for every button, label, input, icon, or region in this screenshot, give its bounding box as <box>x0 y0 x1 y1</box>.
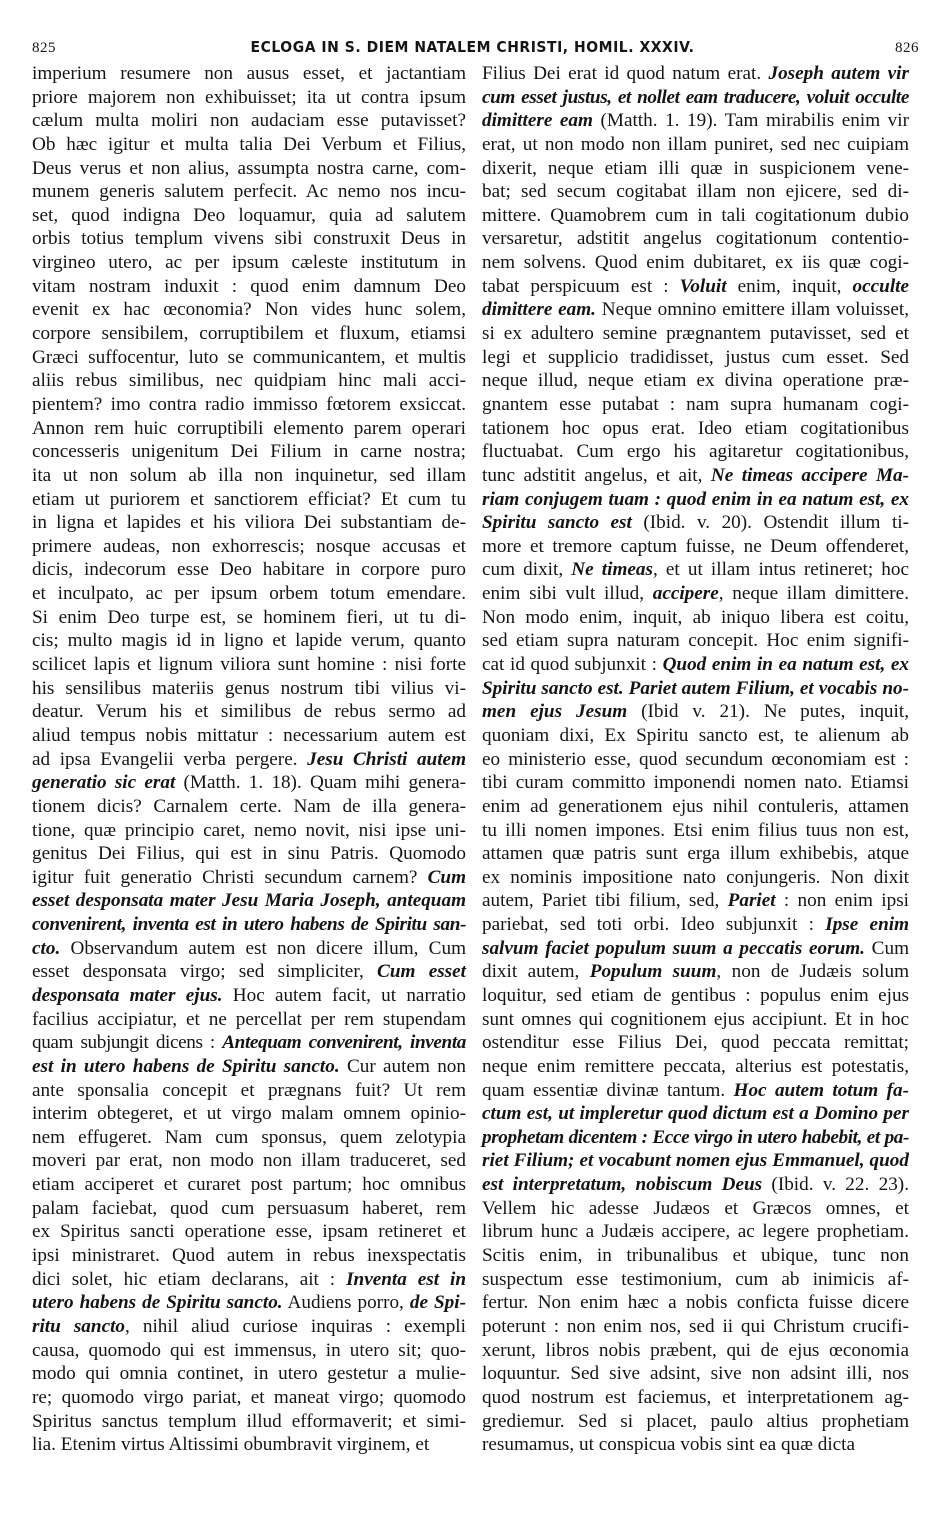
text-line <box>482 937 909 961</box>
text-run: neque enim remittere peccata, alterius est potestatis, <box>482 1055 909 1077</box>
italic-run: cum esset justus, et nollet eam traducere, voluit occulte <box>482 86 909 108</box>
text-line <box>482 984 909 1008</box>
text-run: vitam nostram induxit : quod enim damnum Deo <box>32 275 466 297</box>
text-line <box>482 1386 909 1410</box>
italic-run: generatio sic erat <box>32 772 176 794</box>
text-run: moveri par erat, non modo non illam traduceret, sed <box>32 1150 466 1172</box>
text-run: tabat perspicuum est : <box>482 275 680 297</box>
text-run: fluctuabat. Cum ergo his agitaretur cogitationibus, <box>482 441 909 463</box>
text-run: ante sponsalia concepit et prægnans fuit? Ut rem <box>32 1079 466 1101</box>
text-line <box>482 109 909 133</box>
text-run: erat, ut non modo non illam puniret, sed nec cuipiam <box>482 133 909 155</box>
italic-run: Pariet <box>727 890 776 912</box>
text-run: legi et supplicio tradidisset, justus cum esset. Sed <box>482 346 909 368</box>
running-header <box>0 0 945 58</box>
text-run: imperium resumere non ausus esset, et jactantiam <box>32 63 466 84</box>
text-run: , nihil aliud curiose inquiras : exempli <box>125 1315 466 1337</box>
italic-run: desponsata mater ejus. <box>32 984 223 1006</box>
text-run: ita ut non solum ab illa non inquinetur, sed illam <box>32 464 466 486</box>
text-run: loquitur, sed etiam de gentibus : populus enim ejus <box>482 984 909 1006</box>
text-line <box>482 1315 909 1339</box>
text-run: (Matth. 1. 19). Tam mirabilis enim vir <box>592 110 909 132</box>
text-run: igitur fuit generatio Christi secundum carnem? <box>32 866 428 888</box>
text-line <box>32 724 466 748</box>
text-line <box>482 204 909 228</box>
italic-run: ritu sancto <box>32 1315 126 1337</box>
italic-run: utero habens de Spiritu sancto. <box>32 1292 283 1314</box>
page-number-right: 826 <box>895 40 919 56</box>
text-run: tibi curam committo imponendi nomen nato. Etiamsi <box>482 772 909 794</box>
text-line <box>482 369 909 393</box>
text-run: nem effugeret. Nam cum sponsus, quem zelotypia <box>32 1126 466 1148</box>
text-run: ipsi ministraret. Quod autem in rebus inexspectatis <box>32 1245 466 1267</box>
italic-run: Voluit <box>679 275 727 297</box>
text-line <box>482 322 909 346</box>
text-run: corpore sensibilem, corruptibilem et fluxum, etiamsi <box>32 323 466 345</box>
text-line <box>32 700 466 724</box>
text-run: aliud tempus nobis mittatur : necessarium autem est <box>32 724 466 746</box>
italic-run: ctum est, ut impleretur quod dictum est a Domino per <box>482 1103 909 1125</box>
text-run: Hoc autem facit, ut narratio <box>222 984 466 1006</box>
text-line <box>32 393 466 417</box>
text-run: Scitis enim, in tribunalibus et ubique, tunc non <box>482 1245 909 1267</box>
text-line <box>482 1173 909 1197</box>
text-line <box>32 1386 466 1410</box>
text-run: ad ipsa Evangelii verba pergere. <box>32 748 308 770</box>
text-line <box>32 629 466 653</box>
text-line <box>482 1126 909 1150</box>
text-line <box>482 1291 909 1315</box>
text-line <box>32 748 466 772</box>
text-line <box>482 1433 909 1457</box>
italic-run: Quod enim in ea natum est, ex <box>662 654 909 676</box>
italic-run: Jesu Christi autem <box>307 748 467 770</box>
text-line <box>482 724 909 748</box>
text-line <box>482 393 909 417</box>
text-run: , neque illam dimittere. <box>718 583 909 605</box>
text-run: quam subjungit dicens : <box>32 1032 223 1054</box>
text-run: tationem hoc opus erat. Ideo etiam cogitationibus <box>482 417 909 439</box>
italic-run: Hoc autem totum fa- <box>733 1079 909 1101</box>
text-run: primere audeas, non exhorrescis; nosque accusas et <box>32 535 466 557</box>
text-line <box>32 417 466 441</box>
text-run: Græci suffocentur, luto se communicantem, et multis <box>32 346 466 368</box>
italic-run: Ne timeas accipere Ma- <box>710 464 910 486</box>
text-line <box>482 1149 909 1173</box>
text-line <box>32 558 466 582</box>
text-run: orbis totius templum vivens sibi construxit Deus in <box>32 228 466 250</box>
text-run: quam essentiæ divinæ tantum. <box>482 1079 734 1101</box>
text-line <box>482 157 909 181</box>
text-run: neque illud, neque etiam ex divina operatione præ- <box>482 370 909 392</box>
text-run: grediemur. Sed si placet, paulo altius prophetiam <box>482 1410 909 1432</box>
text-line <box>32 913 466 937</box>
text-run: ex nominis impositione nato conjungeris. Non dixit <box>482 866 909 888</box>
text-run: cælum multa moliri non audaciam esse putavisset? <box>32 110 466 132</box>
text-run: palam faciebat, quod cum persuasum haberet, rem <box>32 1197 466 1219</box>
text-run: enim, inquit, <box>726 275 853 297</box>
italic-run: accipere <box>652 583 719 605</box>
text-run: (Ibid v. 21). Ne putes, inquit, <box>627 701 909 723</box>
text-line <box>482 866 909 890</box>
text-run: enim ad generationem ejus nihil contuleris, attamen <box>482 795 909 817</box>
text-line <box>32 440 466 464</box>
text-line <box>482 629 909 653</box>
text-line <box>482 558 909 582</box>
text-line <box>32 1055 466 1079</box>
text-column-left <box>32 62 466 1457</box>
text-run: versaretur, adstitit angelus cogitationum contentio- <box>482 228 909 250</box>
text-line <box>32 275 466 299</box>
text-run: sed etiam supra naturam concepit. Hoc enim signifi- <box>482 630 909 652</box>
text-line <box>32 1268 466 1292</box>
text-line <box>32 960 466 984</box>
text-line <box>32 677 466 701</box>
text-line <box>32 1197 466 1221</box>
text-run: dixit autem, <box>482 961 590 983</box>
text-line <box>482 298 909 322</box>
text-line <box>32 984 466 1008</box>
text-run: mittere. Quamobrem cum in tali cogitationum dubio <box>482 204 909 226</box>
text-line <box>482 346 909 370</box>
italic-run: Inventa est in <box>346 1268 466 1290</box>
text-run: set, quod indigna Deo loquamur, quia ad salutem <box>32 204 466 226</box>
text-line <box>32 535 466 559</box>
text-line <box>32 180 466 204</box>
text-line <box>32 86 466 110</box>
text-line <box>482 275 909 299</box>
text-run: tu illi nomen impones. Etsi enim filius tuus non est, <box>482 819 909 841</box>
text-line <box>32 157 466 181</box>
text-line <box>482 464 909 488</box>
italic-run: men ejus Jesum <box>482 701 628 723</box>
italic-run: est interpretatum, nobiscum Deus <box>482 1174 763 1196</box>
text-line <box>32 204 466 228</box>
italic-run: Spiritu sancto est <box>482 512 632 534</box>
text-run: pariebat, sed toti orbi. Ideo subjunxit : <box>482 914 826 936</box>
text-line <box>482 86 909 110</box>
text-run: genitus Dei Filius, qui est in sinu Patris. Quomodo <box>32 843 466 865</box>
italic-run: riet Filium; et vocabunt nomen ejus Emmanuel, quod <box>482 1150 909 1172</box>
text-run: pientem? imo contra radio immisso fœtorem exsiccat. <box>32 393 466 415</box>
text-run: Si enim Deo turpe est, se hominem fieri, ut tu di- <box>32 606 466 628</box>
text-line <box>482 1339 909 1363</box>
text-run: cum dixit, <box>482 559 572 581</box>
text-line <box>482 582 909 606</box>
text-run: quoniam dixi, Ex Spiritu sancto est, te alienum ab <box>482 724 909 746</box>
text-line <box>32 606 466 630</box>
text-column-right <box>482 62 909 1457</box>
italic-run: esset desponsata mater Jesu Maria Joseph, antequam <box>32 890 466 912</box>
text-line <box>32 1220 466 1244</box>
text-run: enim sibi vult illud, <box>482 583 653 605</box>
text-line <box>32 653 466 677</box>
text-line <box>32 1126 466 1150</box>
italic-run: salvum faciet populum suum a peccatis eorum. <box>482 937 865 959</box>
text-line <box>482 1268 909 1292</box>
italic-run: Antequam convenirent, inventa <box>222 1032 466 1054</box>
text-line <box>482 1410 909 1434</box>
text-line <box>32 1031 466 1055</box>
text-run: priore majorem non exhibuisset; ita ut contra ipsum <box>32 86 466 108</box>
text-run: Neque omnino emittere illam voluisset, <box>595 299 909 321</box>
text-line <box>482 653 909 677</box>
text-run: munem generis salutem perfecit. Ac nemo nos incu- <box>32 181 466 203</box>
text-run: suspectum esse testimonium, cum ab inimicis af- <box>482 1268 909 1290</box>
text-line <box>482 1008 909 1032</box>
text-line <box>32 1079 466 1103</box>
text-line <box>482 1102 909 1126</box>
text-line <box>482 606 909 630</box>
text-line <box>32 795 466 819</box>
text-run: tione, quæ principio caret, nemo novit, nisi ipse uni- <box>32 819 466 841</box>
text-run: concesseris unigenitum Dei Filium in carne nostra; <box>32 441 466 463</box>
text-line <box>32 937 466 961</box>
text-line <box>482 677 909 701</box>
text-line <box>32 464 466 488</box>
text-line <box>32 1339 466 1363</box>
text-run: : non enim ipsi <box>775 890 910 912</box>
text-run: gnantem esse putabat : nam supra humanam cogi- <box>482 393 909 415</box>
text-line <box>482 535 909 559</box>
text-line <box>32 819 466 843</box>
text-run: cat id quod subjunxit : <box>482 654 663 676</box>
text-run: Spiritus sanctus templum illud efformaverit; et simi- <box>32 1410 466 1432</box>
text-run: Ob hæc igitur et multa talia Dei Verbum et Filius, <box>32 133 466 155</box>
text-run: Cum <box>864 937 909 959</box>
text-run: si ex adultero semine prægnantem putavisset, sed et <box>482 323 909 345</box>
text-line <box>32 842 466 866</box>
text-line <box>32 1315 466 1339</box>
text-line <box>32 322 466 346</box>
text-run: sunt omnes qui cognitionem ejus accipiunt. Et in hoc <box>482 1008 909 1030</box>
text-line <box>32 1102 466 1126</box>
text-line <box>482 251 909 275</box>
text-line <box>32 1362 466 1386</box>
text-run: his sensilibus materiis genus nostrum tibi vilius vi- <box>32 677 466 699</box>
text-line <box>32 346 466 370</box>
text-line <box>482 1197 909 1221</box>
text-line <box>482 795 909 819</box>
italic-run: Populum suum <box>589 961 717 983</box>
text-line <box>32 1008 466 1032</box>
text-line <box>32 889 466 913</box>
text-run: Annon rem huic corruptibili elemento parem operari <box>32 417 466 439</box>
text-run: (Matth. 1. 18). Quam mihi genera- <box>175 772 467 794</box>
text-line <box>482 819 909 843</box>
text-run: autem, Pariet tibi filium, sed, <box>482 890 728 912</box>
text-line <box>482 889 909 913</box>
text-run: deatur. Verum his et similibus de rebus sermo ad <box>32 701 466 723</box>
text-line <box>482 440 909 464</box>
text-run: Non modo enim, inquit, ab iniquo libera est coitu, <box>482 606 909 628</box>
text-run: modo qui omnia continet, in utero gestetur a mulie- <box>32 1363 466 1385</box>
text-run: scilicet lapis et lignum viliora sunt homine : nisi forte <box>32 654 466 676</box>
text-line <box>32 298 466 322</box>
text-line <box>482 180 909 204</box>
text-run: etiam ut puriorem et sanctiorem efficiat? Et cum tu <box>32 488 466 510</box>
text-run: fertur. Non enim hæc a nobis conficta fuisse dicere <box>482 1292 909 1314</box>
text-run: evenit ex hac œconomia? Non vides hunc solem, <box>32 299 466 321</box>
italic-run: Cum <box>427 866 466 888</box>
text-line <box>32 511 466 535</box>
text-run: et inculpato, ac per ipsum orbem totum emendare. <box>32 583 466 605</box>
text-line <box>32 109 466 133</box>
text-run: , et ut illam intus retineret; hoc <box>652 559 909 581</box>
text-run: eo ministerio esse, quod secundum œconomiam est : <box>482 748 909 770</box>
text-run: virgineo utero, ac per ipsum cæleste institutum in <box>32 252 466 274</box>
text-line <box>482 771 909 795</box>
text-line <box>32 62 466 86</box>
italic-run: cto. <box>32 937 61 959</box>
text-line <box>482 700 909 724</box>
text-run: dicis, indecorum esse Deo habitare in corpore puro <box>32 559 466 581</box>
text-line <box>32 227 466 251</box>
text-run: Audiens porro, <box>282 1292 410 1314</box>
text-run: poterunt : non enim nos, sed ii qui Christum crucifi- <box>482 1315 909 1337</box>
text-line <box>482 748 909 772</box>
text-line <box>32 866 466 890</box>
text-run: nem solvens. Quod enim dubitaret, ex iis quæ cogi- <box>482 252 909 274</box>
text-run: Observandum autem est non dicere illum, Cum <box>60 937 466 959</box>
text-line <box>482 62 909 86</box>
text-run: (Ibid. v. 22. 23). <box>762 1174 909 1196</box>
text-run: dixerit, neque etiam illi quæ in suspicionem vene- <box>482 157 909 179</box>
italic-run: dimittere eam. <box>482 299 596 321</box>
text-run: cis; multo magis id in ligno et lapide verum, quanto <box>32 630 466 652</box>
text-run: aliis rebus similibus, nec quidpiam hinc mali acci- <box>32 370 466 392</box>
text-run: quod nostrum est faciemus, et interpretationem ag- <box>482 1386 909 1408</box>
text-run: bat; sed secum cogitabat illam non ejicere, sed di- <box>482 181 909 203</box>
page-number-left: 825 <box>32 40 56 56</box>
italic-run: de Spi- <box>409 1292 466 1314</box>
text-line <box>32 133 466 157</box>
text-run: Vellem hic adesse Judæos et Græcos omnes, et <box>482 1197 909 1219</box>
text-run: facilius accipiatur, et ne percellat per rem stupendam <box>32 1008 466 1030</box>
text-line <box>32 1433 466 1457</box>
text-run: etiam acciperet et curaret post partum; hoc omnibus <box>32 1174 466 1196</box>
italic-run: occulte <box>852 275 909 297</box>
text-run: tionem dicis? Carnalem certe. Nam de illa genera- <box>32 795 466 817</box>
text-run: re; quomodo virgo pariat, et maneat virgo; quomodo <box>32 1386 466 1408</box>
text-line <box>32 1291 466 1315</box>
text-run: xerunt, libros nobis præbent, qui de ejus œconomia <box>482 1339 909 1361</box>
text-run: (Ibid. v. 20). Ostendit illum ti- <box>631 512 909 534</box>
text-line <box>482 1055 909 1079</box>
text-line <box>482 511 909 535</box>
text-run: interim obtegeret, et ut virgo malam omnem opinio- <box>32 1103 466 1125</box>
text-line <box>32 251 466 275</box>
text-run: Deus verus et non alius, assumpta nostra carne, com- <box>32 157 466 179</box>
italic-run: prophetam dicentem : Ecce virgo in utero habebit, et pa- <box>482 1126 909 1148</box>
italic-run: est in utero habens de Spiritu sancto. <box>32 1055 340 1077</box>
text-line <box>32 771 466 795</box>
text-line <box>32 488 466 512</box>
italic-run: riam conjugem tuam : quod enim in ea natum est, ex <box>482 488 909 510</box>
text-run: attamen quæ patris sunt erga illum exhibebis, atque <box>482 843 909 865</box>
text-run: ostenditur esse Filius Dei, quod peccata remittat; <box>482 1032 909 1054</box>
text-run: dici solet, hic etiam declarans, ait : <box>32 1268 347 1290</box>
italic-run: Ne timeas <box>571 559 653 581</box>
text-run: , non de Judæis solum <box>716 961 910 983</box>
text-line <box>32 1149 466 1173</box>
text-line <box>482 1244 909 1268</box>
text-line <box>482 133 909 157</box>
running-title: ECLOGA IN S. DIEM NATALEM CHRISTI, HOMIL. XXXIV. <box>250 38 695 56</box>
text-line <box>482 1031 909 1055</box>
text-run: tunc adstitit angelus, et ait, <box>482 464 711 486</box>
text-run: in ligna et lapides et his viliora Dei substantiam de- <box>32 512 466 534</box>
text-run: more et tremore captum fuisse, ne Deum offenderet, <box>482 535 909 557</box>
text-line <box>32 1410 466 1434</box>
text-line <box>482 488 909 512</box>
text-run: esset desponsata virgo; sed simpliciter, <box>32 961 378 983</box>
text-line <box>482 842 909 866</box>
italic-run: Cum esset <box>377 961 466 983</box>
italic-run: convenirent, inventa est in utero habens de Spiritu san- <box>32 914 466 936</box>
italic-run: Joseph autem vir <box>768 63 909 84</box>
text-run: lia. Etenim virtus Altissimi obumbravit virginem, et <box>32 1434 430 1456</box>
text-line <box>482 1220 909 1244</box>
text-run: Filius Dei erat id quod natum erat. <box>482 63 769 84</box>
italic-run: Ipse enim <box>825 914 909 936</box>
text-line <box>482 960 909 984</box>
text-run: causa, quomodo qui est immensus, in utero sit; quo- <box>32 1339 466 1361</box>
italic-run: Spiritu sancto est. Pariet autem Filium, et vocabis no- <box>482 677 909 699</box>
text-run: ex Spiritus sancti operatione esse, ipsam retineret et <box>32 1221 466 1243</box>
text-line <box>32 369 466 393</box>
text-line <box>482 1362 909 1386</box>
italic-run: dimittere eam <box>482 110 593 132</box>
text-line <box>32 1173 466 1197</box>
text-run: loquuntur. Sed sive adsint, sive non adsint illi, nos <box>482 1363 909 1385</box>
text-line <box>482 1079 909 1103</box>
text-run: librum hunc a Judæis accipere, ac legere prophetiam. <box>482 1221 909 1243</box>
text-line <box>482 417 909 441</box>
text-run: Cur autem non <box>339 1055 466 1077</box>
text-line <box>32 1244 466 1268</box>
text-line <box>482 913 909 937</box>
text-run: resumamus, ut conspicua vobis sint ea quæ dicta <box>482 1434 856 1456</box>
text-line <box>32 582 466 606</box>
text-line <box>482 227 909 251</box>
